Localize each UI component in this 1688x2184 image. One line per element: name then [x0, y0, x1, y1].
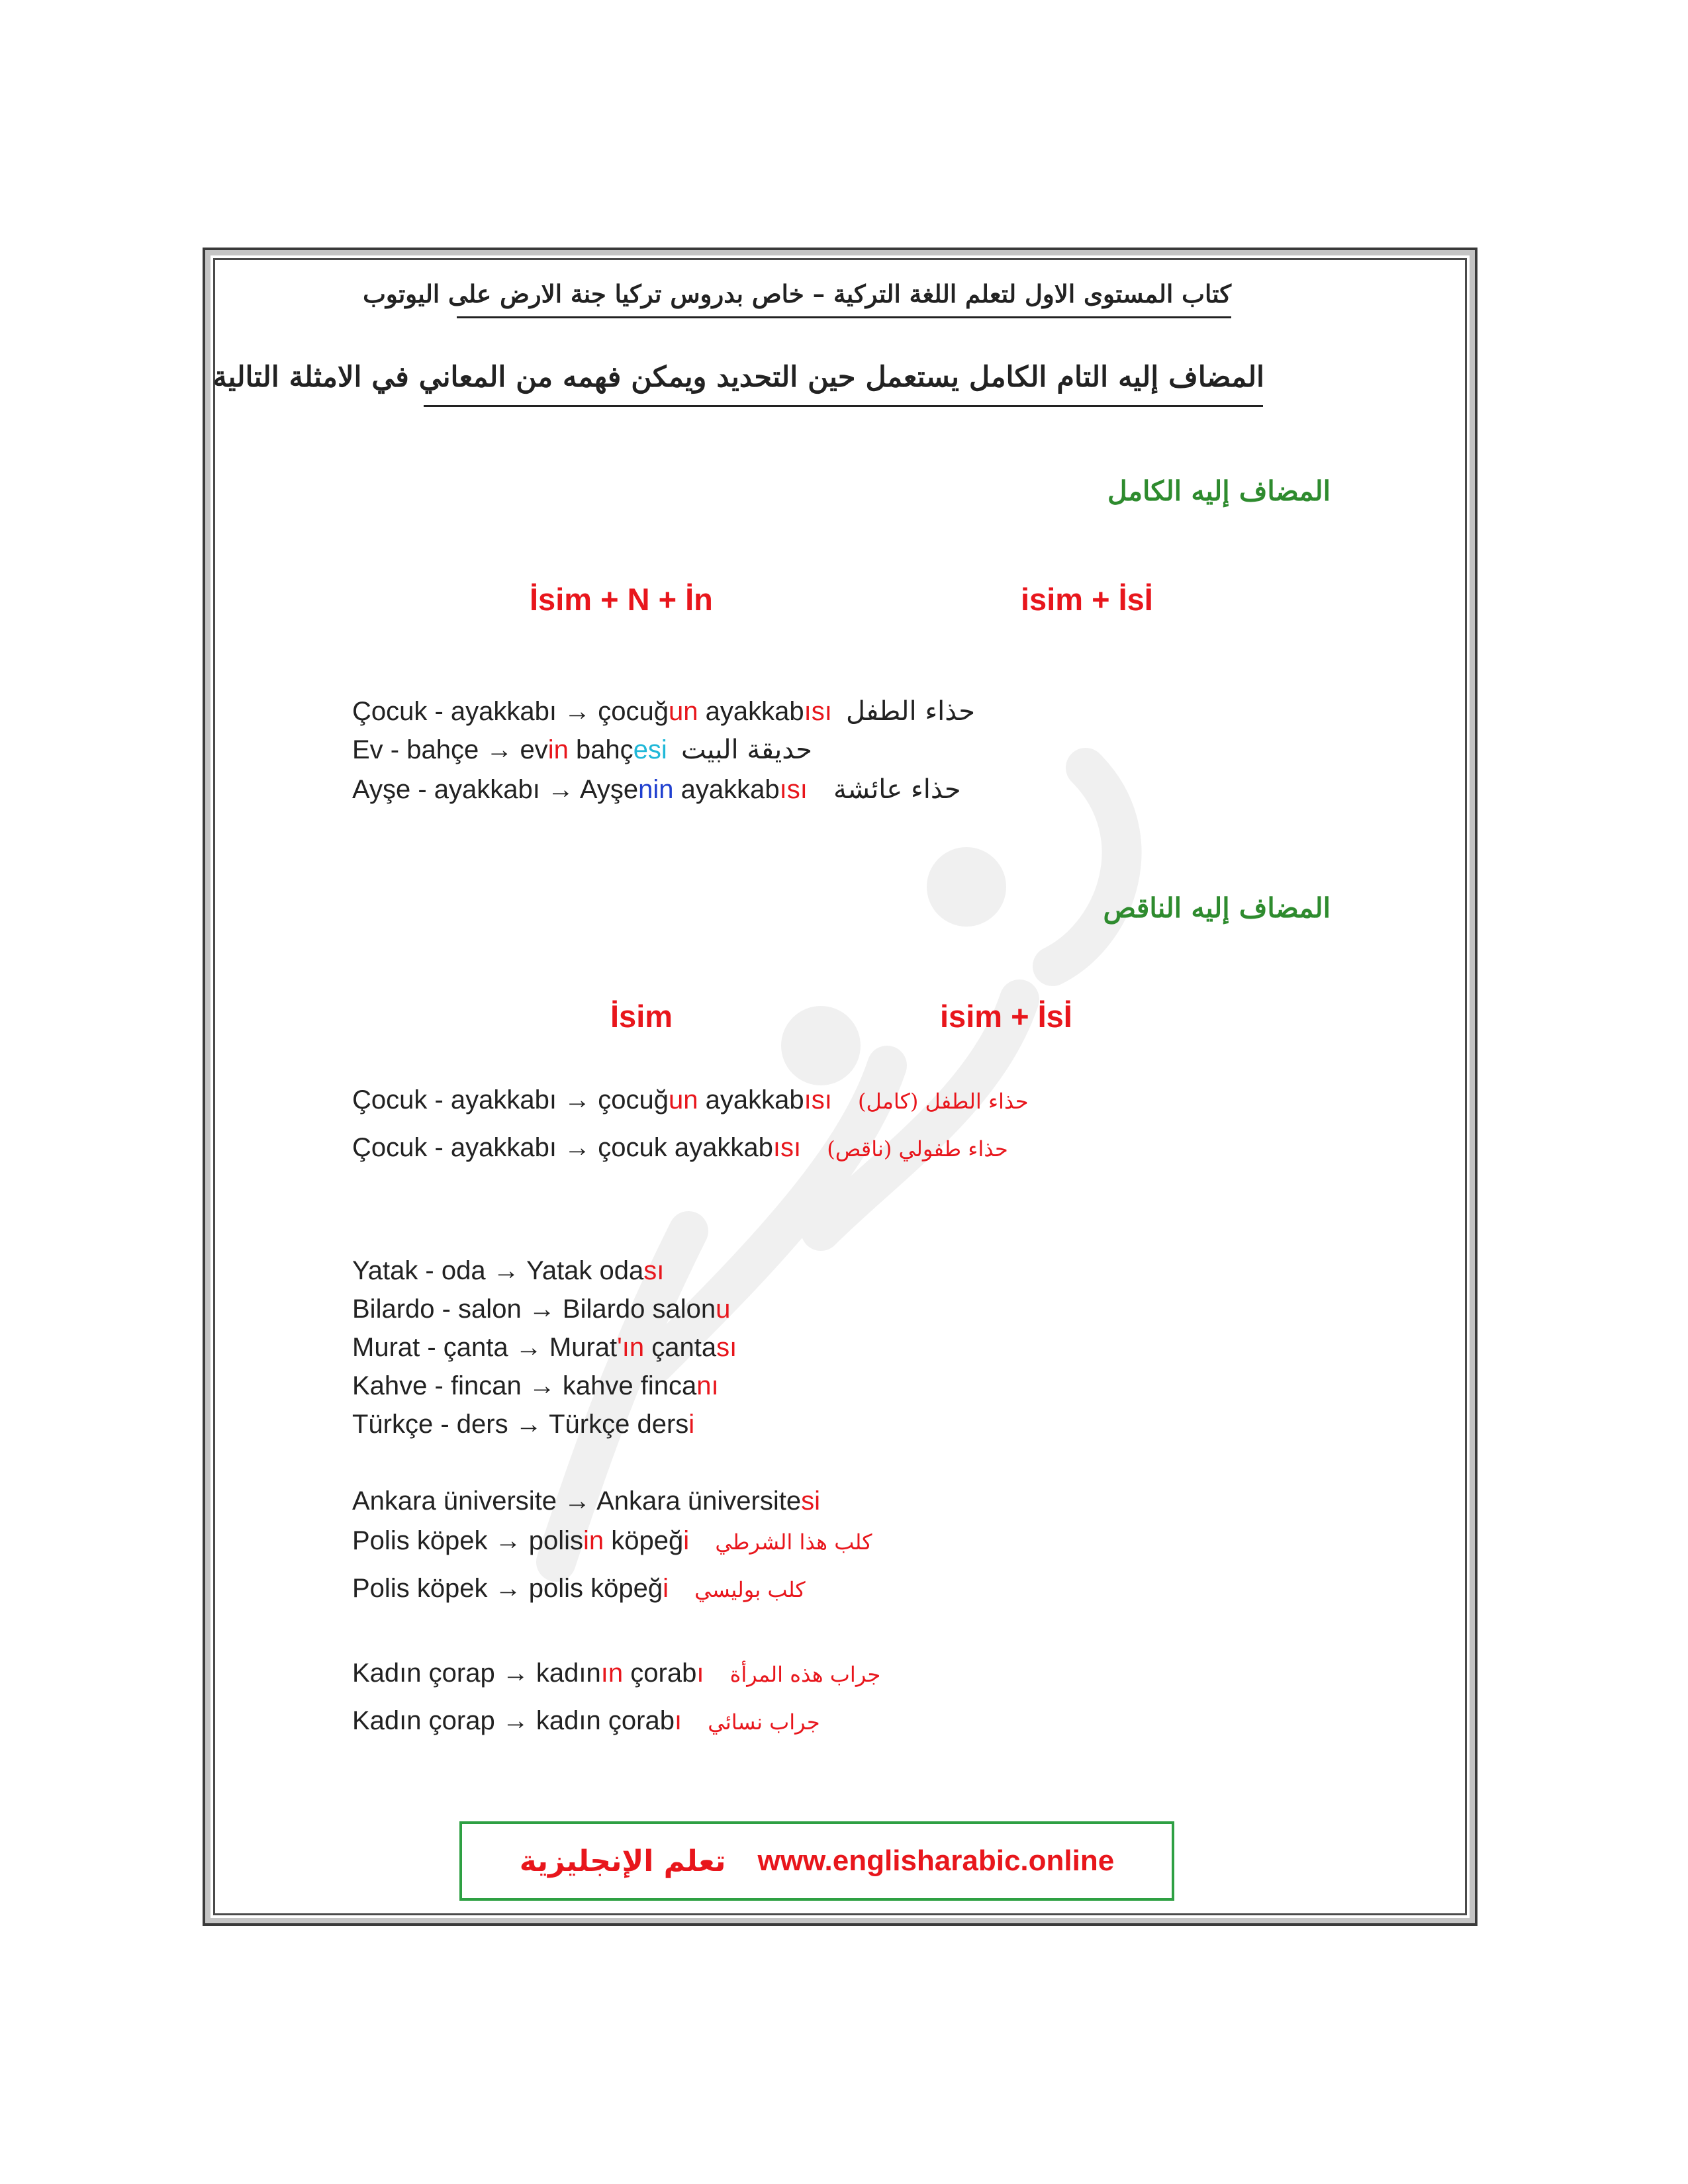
example-line: Ayşe - ayakkabı → Ayşenin ayakkabısı حذاء عائشة [352, 774, 961, 805]
footer-arabic-text: تعلم الإنجليزية [519, 1844, 726, 1878]
example-translation: جراب هذه المرأة [729, 1662, 881, 1687]
example-line: Kadın çorap → kadının çorabı جراب هذه المرأة [352, 1659, 881, 1688]
example-line: Kahve - fincan → kahve fincanı [352, 1371, 719, 1400]
example-line: Polis köpek → polis köpeği كلب بوليسي [352, 1574, 806, 1603]
formula-right: isim + İsİ [1021, 582, 1153, 617]
example-line: Ankara üniversite → Ankara üniversitesi [352, 1486, 820, 1516]
example-translation: حذاء الطفل [845, 696, 975, 727]
example-translation: حذاء عائشة [833, 774, 961, 805]
example-line: Murat - çanta → Murat'ın çantası [352, 1333, 737, 1362]
section-heading-complete: المضاف إليه الكامل [1107, 475, 1331, 507]
example-line: Ev - bahçe → evin bahçesi حديقة البيت [352, 735, 812, 765]
header-underline [457, 316, 1231, 318]
example-translation: حذاء طفولي (ناقص) [827, 1136, 1008, 1161]
example-line: Çocuk - ayakkabı → çocuğun ayakkabısı حذاء الطفل (كامل) [352, 1085, 1029, 1115]
example-line: Çocuk - ayakkabı → çocuğun ayakkabısı حذاء الطفل [352, 696, 975, 727]
example-translation: جراب نسائي [708, 1709, 820, 1735]
example-translation: كلب بوليسي [694, 1577, 806, 1602]
example-line: Polis köpek → polisin köpeği كلب هذا الشرطي [352, 1526, 872, 1555]
example-line: Çocuk - ayakkabı → çocuk ayakkabısı حذاء طفولي (ناقص) [352, 1133, 1008, 1162]
example-line: Bilardo - salon → Bilardo salonu [352, 1295, 731, 1324]
book-header-title: كتاب المستوى الاول لتعلم اللغة التركية – خاص بدروس تركيا جنة الارض على اليوتوب [363, 279, 1231, 308]
example-line: Türkçe - ders → Türkçe dersi [352, 1410, 695, 1439]
formula-left: İsim [610, 999, 673, 1034]
example-translation: حذاء الطفل (كامل) [857, 1089, 1029, 1114]
example-translation: حديقة البيت [680, 735, 812, 765]
footer-website-link[interactable]: www.englisharabic.online [757, 1844, 1115, 1877]
title-underline [424, 405, 1263, 407]
page-title: المضاف إليه التام الكامل يستعمل حين التحديد ويمكن فهمه من المعاني في الامثلة التالية [212, 361, 1264, 394]
section-heading-incomplete: المضاف إليه الناقص [1103, 892, 1331, 924]
example-line: Yatak - oda → Yatak odası [352, 1256, 665, 1285]
example-translation: كلب هذا الشرطي [715, 1529, 872, 1555]
formula-left: İsim + N + İn [530, 582, 713, 617]
example-line: Kadın çorap → kadın çorabı جراب نسائي [352, 1706, 820, 1735]
footer-website-box [459, 1821, 1174, 1901]
formula-right: isim + İsİ [940, 999, 1072, 1034]
